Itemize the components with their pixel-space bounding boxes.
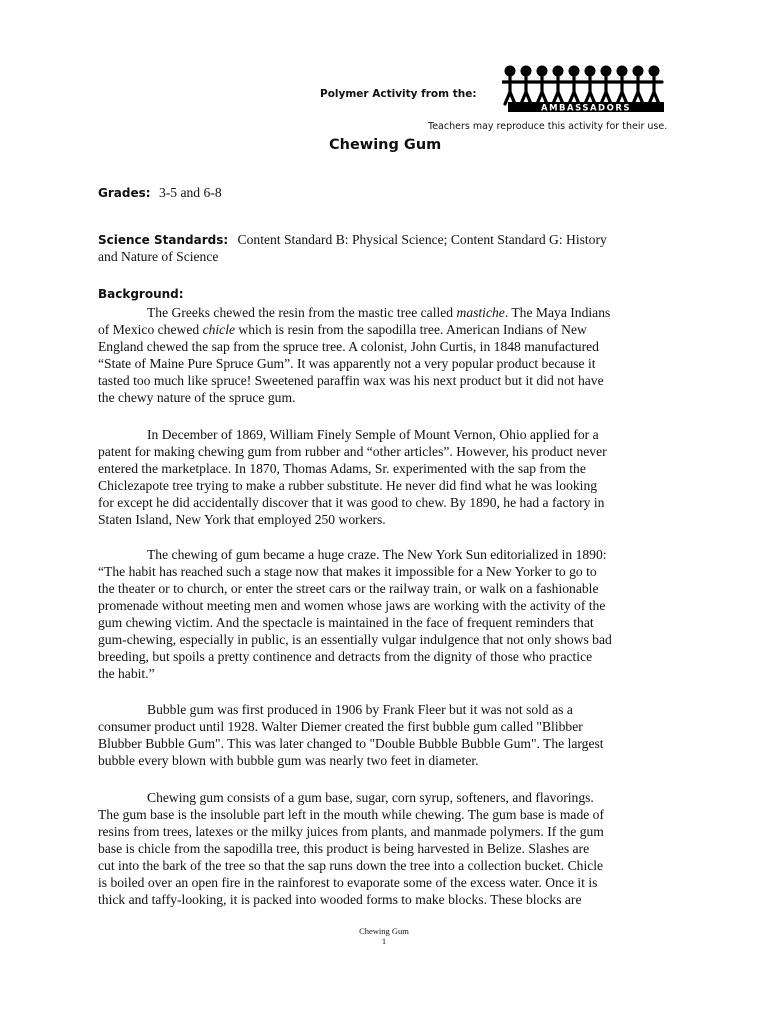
p3-line-5: gum chewing victim. And the spectacle is maintained in the face of frequent reminders that	[98, 615, 594, 630]
p4-line-3: Blubber Bubble Gum". This was later changed to "Double Bubble Bubble Gum". The largest	[98, 736, 604, 751]
p3-line-8: the habit.”	[98, 666, 155, 681]
p4-line-1: Bubble gum was first produced in 1906 by Frank Fleer but it was not sold as a	[147, 702, 573, 717]
p2-line-1: In December of 1869, William Finely Semple of Mount Vernon, Ohio applied for a	[147, 427, 599, 442]
page-number: 1	[381, 936, 387, 946]
standards-label: Science Standards:	[98, 233, 229, 247]
p2-line-6: Staten Island, New York that employed 250 workers.	[98, 512, 386, 527]
p1-line-4: “State of Maine Pure Spruce Gum”. It was apparently not a very popular product because it	[98, 356, 596, 371]
p3-line-4: promenade without meeting men and women whose jaws are working with the activity of the	[98, 598, 606, 613]
p4-line-4: bubble every blown with bubble gum was nearly two feet in diameter.	[98, 753, 479, 768]
p3-line-7: breeding, but spoils a pretty continence and detracts from the dignity of those who practice	[98, 649, 593, 664]
p5-line-4: base is chicle from the sapodilla tree, this product is being harvested in Belize. Slashes are	[98, 841, 590, 856]
p1-line-1: The Greeks chewed the resin from the mastic tree called mastiche. The Maya Indians	[147, 305, 611, 320]
p1-line-3: England chewed the sap from the spruce tree. A colonist, John Curtis, in 1848 manufactured	[98, 339, 599, 354]
p2-line-5: for except he did accidentally discover that it was good to chew. By 1890, he had a factory in	[98, 495, 605, 510]
footer-title: Chewing Gum	[359, 926, 409, 936]
header-label: Polymer Activity from the:	[320, 88, 477, 100]
ambassadors-logo	[502, 64, 670, 114]
background-label: Background:	[98, 287, 184, 301]
logo-text: AMBASSADORS	[541, 103, 631, 114]
p3-line-1: The chewing of gum became a huge craze. The New York Sun editorialized in 1890:	[147, 547, 607, 562]
p1-line-5: tasted too much like spruce! Sweetened paraffin wax was his next product but it did not have	[98, 373, 604, 388]
standards-text-2: and Nature of Science	[98, 249, 219, 264]
p3-line-3: the theater or to church, or enter the street cars or the railway train, or walk on a fashionable	[98, 581, 599, 596]
p5-line-3: resins from trees, latexes or the milky juices from plants, and manmade polymers. If the gum	[98, 824, 604, 839]
reproduce-note: Teachers may reproduce this activity for their use.	[428, 121, 668, 132]
p4-line-2: consumer product until 1928. Walter Diemer created the first bubble gum called "Blibber	[98, 719, 583, 734]
p5-line-1: Chewing gum consists of a gum base, sugar, corn syrup, softeners, and flavorings.	[147, 790, 594, 805]
p5-line-6: is boiled over an open fire in the rainforest to evaporate some of the excess water. Once it is	[98, 875, 598, 890]
p5-line-2: The gum base is the insoluble part left in the mouth while chewing. The gum base is made of	[98, 807, 605, 822]
p2-line-2: patent for making chewing gum from rubber and “other articles”. However, his product never	[98, 444, 607, 459]
page-title: Chewing Gum	[329, 137, 442, 153]
standards-text-1: Content Standard B: Physical Science; Content Standard G: History	[237, 232, 607, 247]
p3-line-6: gum-chewing, especially in public, is an essentially vulgar indulgence that not only shows bad	[98, 632, 612, 647]
p5-line-7: thick and taffy-looking, it is packed into wooded forms to make blocks. These blocks are	[98, 892, 582, 907]
grades-label: Grades:	[98, 186, 151, 200]
p2-line-3: entered the marketplace. In 1870, Thomas Adams, Sr. experimented with the sap from the	[98, 461, 586, 476]
p2-line-4: Chiclezapote tree trying to make a rubber substitute. He never did find what he was looking	[98, 478, 598, 493]
standards-line-1	[98, 231, 607, 249]
grades-value: 3-5 and 6-8	[158, 185, 222, 200]
p5-line-5: cut into the bark of the tree so that the sap runs down the tree into a collection bucket. Chicle	[98, 858, 604, 873]
p1-line-2: of Mexico chewed chicle which is resin from the sapodilla tree. American Indians of New	[98, 322, 587, 337]
p3-line-2: “The habit has reached such a stage now that makes it impossible for a New Yorker to go to	[98, 564, 597, 579]
grades-line	[98, 184, 222, 202]
page-footer	[0, 926, 768, 946]
p1-line-6: the chewy nature of the spruce gum.	[98, 390, 296, 405]
